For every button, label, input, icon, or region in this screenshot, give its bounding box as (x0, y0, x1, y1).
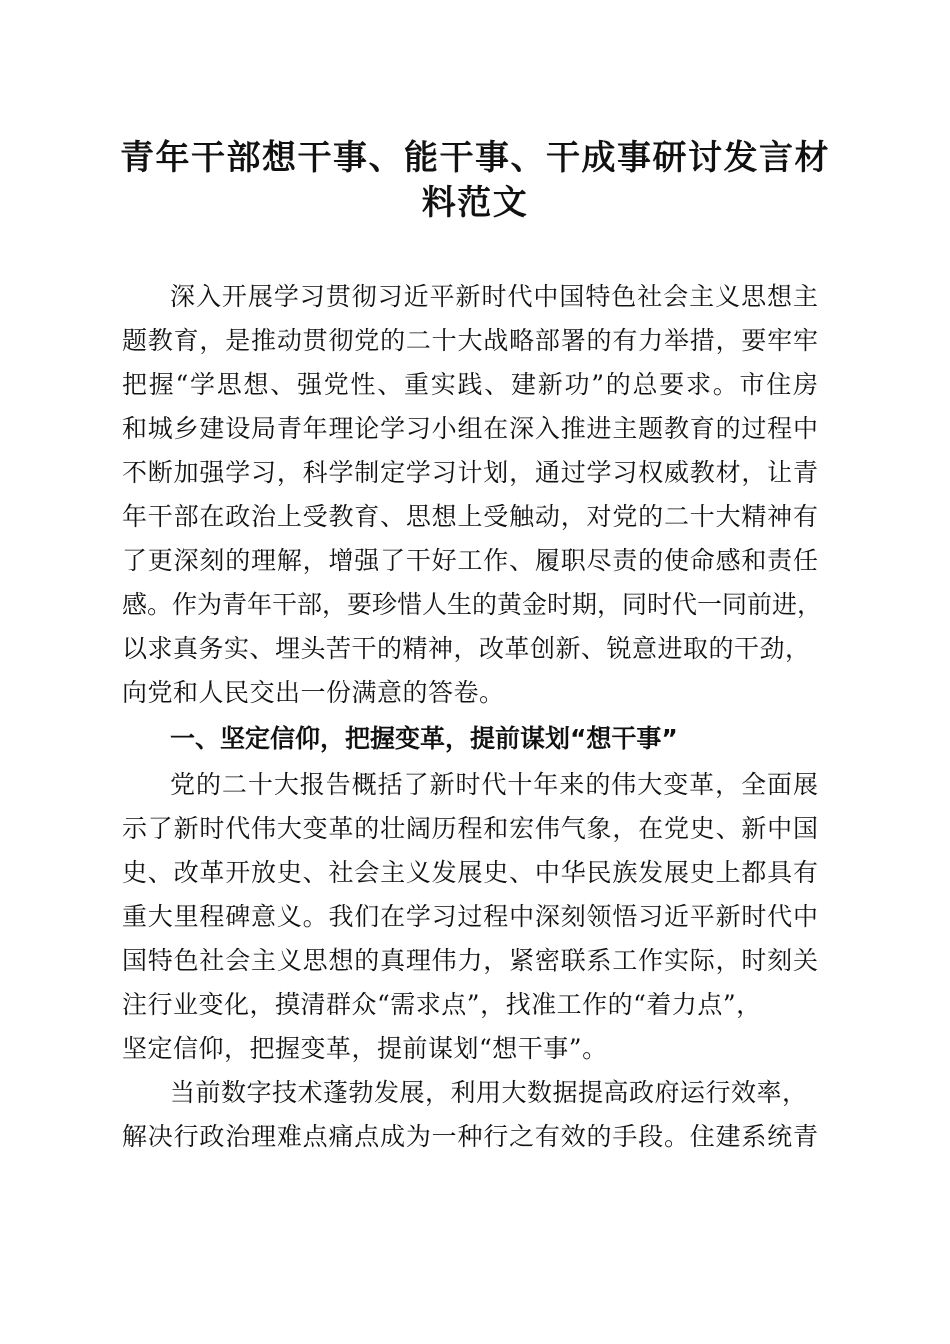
document-body (122, 275, 823, 1159)
text-line: 把握“学思想、强党性、重实践、建新功”的总要求。市住房 (122, 370, 818, 399)
text-line: 感。作为青年干部，要珍惜人生的黄金时期，同时代一同前进， (122, 590, 823, 619)
paragraph-intro (122, 275, 823, 715)
text-line: 坚定信仰，把握变革，提前谋划“想干事”。 (122, 1034, 608, 1063)
title-line: 料范文 (421, 183, 529, 223)
text-line: 和城乡建设局青年理论学习小组在深入推进主题教育的过程中 (122, 414, 818, 443)
text-line: 当前数字技术蓬勃发展，利用大数据提高政府运行效率， (170, 1078, 808, 1107)
text-line: 向党和人民交出一份满意的答卷。 (122, 678, 505, 707)
document-title (110, 136, 840, 226)
text-line: 重大里程碑意义。我们在学习过程中深刻领悟习近平新时代中 (122, 902, 818, 931)
text-line: 党的二十大报告概括了新时代十年来的伟大变革，全面展 (170, 770, 818, 799)
text-line: 以求真务实、埋头苦干的精神，改革创新、锐意进取的干劲， (122, 634, 811, 663)
text-line: 国特色社会主义思想的真理伟力，紧密联系工作实际，时刻关 (122, 946, 818, 975)
title-line: 青年干部想干事、能干事、干成事研讨发言材 (120, 138, 830, 178)
text-line: 不断加强学习，科学制定学习计划，通过学习权威教材，让青 (122, 458, 818, 487)
text-line: 深入开展学习贯彻习近平新时代中国特色社会主义思想主 (170, 282, 818, 311)
text-line: 年干部在政治上受教育、思想上受触动，对党的二十大精神有 (122, 502, 818, 531)
text-line: 题教育，是推动贯彻党的二十大战略部署的有力举措，要牢牢 (122, 326, 818, 355)
text-line: 解决行政治理难点痛点成为一种行之有效的手段。住建系统青 (122, 1122, 818, 1151)
paragraph-digital (122, 1071, 818, 1159)
section-heading: 一、坚定信仰，把握变革，提前谋划“想干事” (170, 724, 678, 753)
text-line: 史、改革开放史、社会主义发展史、中华民族发展史上都具有 (122, 858, 818, 887)
paragraph-section1 (122, 763, 818, 1071)
text-line: 示了新时代伟大变革的壮阔历程和宏伟气象，在党史、新中国 (122, 814, 818, 843)
text-line: 注行业变化，摸清群众“需求点”，找准工作的“着力点”， (122, 990, 762, 1019)
text-line: 了更深刻的理解，增强了干好工作、履职尽责的使命感和责任 (122, 546, 818, 575)
